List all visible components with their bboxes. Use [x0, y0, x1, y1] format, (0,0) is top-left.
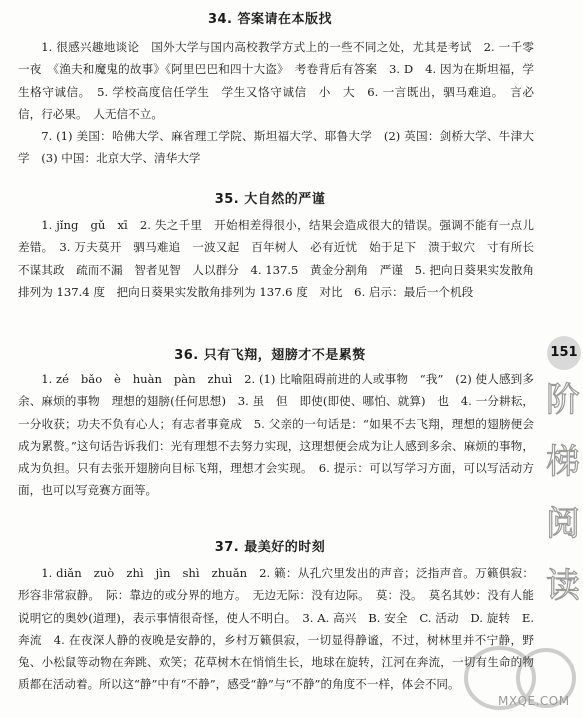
watermark-text: MXQE.COM [498, 694, 570, 708]
section-34-title: 34. 答案请在本版找 [207, 12, 333, 27]
section-36-body [18, 368, 534, 502]
section-37-title: 37. 最美好的时刻 [214, 540, 326, 555]
section-35-para-1: 1. jǐng gǔ xī 2. 失之千里 开始相差得很小，结果会造成很大的错误。强调不能有一点儿差错。 3. 万夫莫开 驷马难追 一波又起 百年树人 必有近忧 始于足下 溃于蚁穴 寸有所长 不谋其政 疏而不漏 智者见智 人以群分 4. 137.5 黄金分割角 严谨 5. 把向日葵果实发散角排列为 137.4 度 把向日葵果实发散角排列为 137.6 度 对比 6. 启示：最后一个机段 [18, 218, 546, 299]
side-title-char-2: 梯 [546, 442, 580, 482]
section-37-para-1: 1. diǎn zuò zhì jìn shì zhuǎn 2. 籁：从孔穴里发出的声音；泛指声音。万籁俱寂：形容非常寂静。 际：靠边的或分界的地方。 无边无际：没有边际。 莫：没。 莫名其妙：没有人能说明它的奥妙(道理)，表示事情很奇怪，使人不明白。 3. A. 高兴 B. 安全 C. 活动 D. 旋转 E. 奔流 4. 在夜深人静的夜晚是安静的，乡村万籁俱寂，一切显得静谧，不过，树林里并不宁静，野兔、小松鼠等动物在奔跳、欢笑；花草树木在悄悄生长，地球在旋转，江河在奔流，一切有生命的物质都在活动着。所以这“静”中有“不静”，感受“静”与“不静”的角度不一样，体会不同。 [18, 566, 534, 692]
section-36-para-1: 1. zé bǎo è huàn pàn zhuì 2. (1) 比喻阻碍前进的人或事物 “我” (2) 使人感到多余、麻烦的事物 理想的翅膀(任何思想) 3. 虽 但 即使(即使、哪怕、就算) 也 4. 一分耕耘，一分收获；功夫不负有心人；有志者事竟成 5. 父亲的一句话是：“如果不去飞翔，理想的翅膀便会成为累赘。”这句话告诉我们：光有理想不去努力实现，这理想便会成为让人感到多余、麻烦的事物，成为负担。只有去张开翅膀向目标飞翔，理想才会实现。 6. 提示：可以写学习方面，可以写活动方面，也可以写竞赛方面等。 [18, 372, 534, 498]
page-number-badge: 151 [547, 336, 581, 370]
side-title-char-1: 阶 [546, 380, 580, 420]
section-34-body [18, 36, 534, 170]
side-title-char-3: 阅 [546, 504, 580, 544]
section-34-para-2: 7. (1) 美国：哈佛大学、麻省理工学院、斯坦福大学、耶鲁大学 (2) 英国：剑桥大学、牛津大学 (3) 中国：北京大学、清华大学 [18, 129, 534, 166]
section-35-title: 35. 大自然的严谨 [214, 192, 326, 207]
side-title-char-4: 读 [546, 566, 580, 606]
section-34-para-1: 1. 很感兴趣地谈论 国外大学与国内高校教学方式上的一些不同之处，尤其是考试 2. 一千零一夜 《渔夫和魔鬼的故事》《阿里巴巴和四十大盗》 考卷背后有答案 3. D 4. 因为在斯坦福，学生格守诚信。 5. 学校高度信任学生 学生又恪守诚信 小 大 6. 一言既出，驷马难追。 言必信，行必果。 人无信不立。 [18, 40, 534, 121]
side-title [543, 380, 583, 606]
section-36-title: 36. 只有飞翔，翅膀才不是累赘 [174, 348, 366, 363]
section-37-body [18, 562, 534, 696]
section-35-body [18, 214, 546, 303]
